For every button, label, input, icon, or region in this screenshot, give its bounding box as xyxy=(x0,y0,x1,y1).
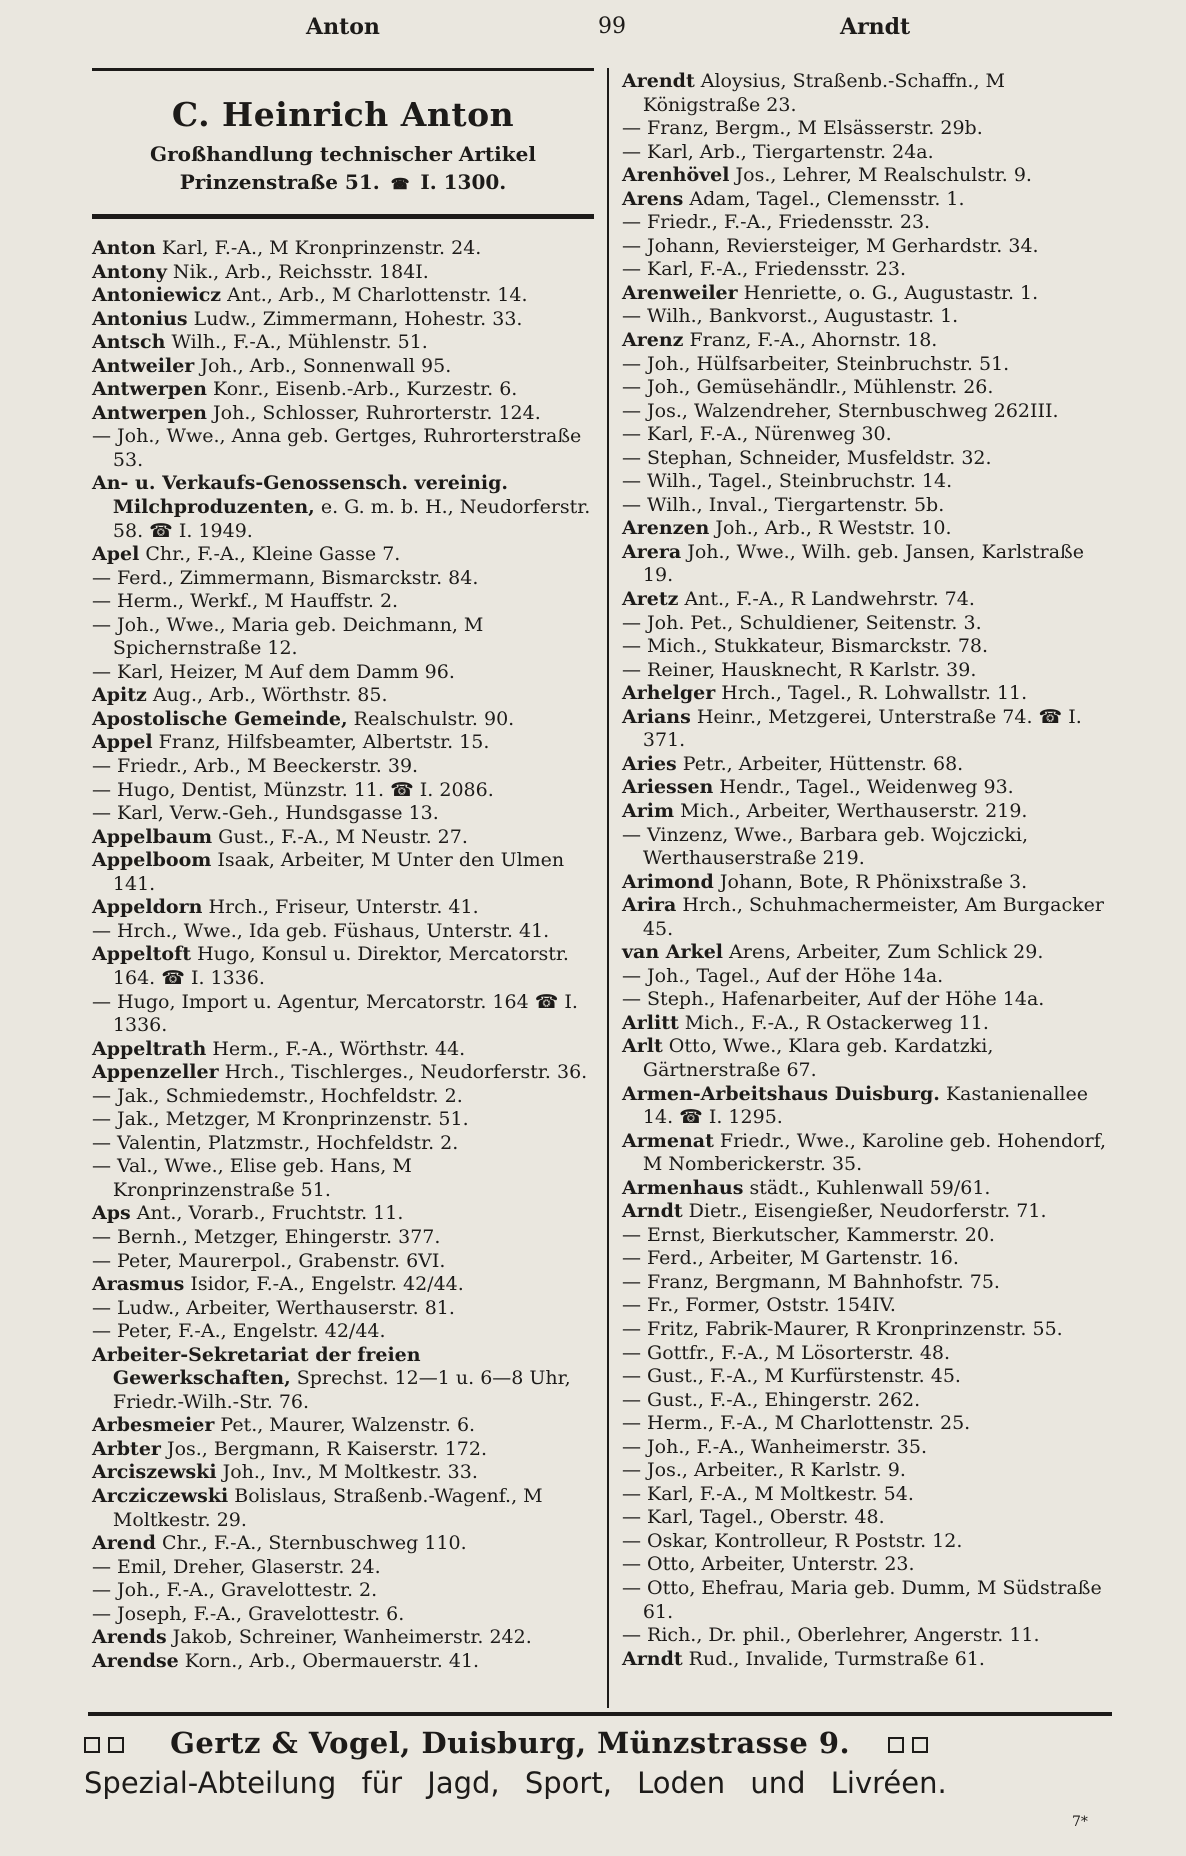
entry-details: Karl, F.-A., M Kronprinzenstr. 24. xyxy=(155,237,482,259)
square-ornament-icon xyxy=(108,1737,124,1753)
entry-details: Henriette, o. G., Augustastr. 1. xyxy=(737,281,1039,304)
entry-surname: Arendt xyxy=(622,70,695,92)
directory-entry xyxy=(622,353,1114,377)
footer-specialty: Spezial-Abteilung für Jagd, Sport, Loden und Livréen. xyxy=(84,1766,947,1800)
entry-surname: Aps xyxy=(92,1202,131,1225)
entry-surname: Arbesmeier xyxy=(92,1414,215,1437)
directory-entry xyxy=(92,425,594,472)
directory-entry xyxy=(92,1297,594,1321)
header-right-name: Arndt xyxy=(840,14,911,40)
footer-advertisement xyxy=(84,1726,1114,1760)
directory-entry xyxy=(622,941,1114,965)
entry-details: Hrch., Friseur, Unterstr. 41. xyxy=(202,896,479,919)
entry-surname: Arimond xyxy=(622,870,714,893)
directory-entry xyxy=(622,400,1114,424)
directory-entry xyxy=(92,1485,594,1532)
directory-entry xyxy=(622,1648,1114,1672)
entry-details: — Emil, Dreher, Glaserstr. 24. xyxy=(92,1555,381,1578)
entry-surname: Arlitt xyxy=(622,1011,679,1034)
page-number: 99 xyxy=(598,14,626,39)
entry-details: Dietr., Eisengießer, Neudorferstr. 71. xyxy=(682,1200,1047,1223)
entry-details: — Otto, Arbeiter, Unterstr. 23. xyxy=(622,1553,915,1576)
entry-surname: Appeltrath xyxy=(92,1037,207,1060)
directory-entry xyxy=(622,305,1114,329)
entry-details: — Jak., Metzger, M Kronprinzenstr. 51. xyxy=(92,1108,469,1131)
directory-entry xyxy=(92,308,594,332)
entry-surname: Arim xyxy=(622,799,675,822)
entry-surname: Arendse xyxy=(92,1649,179,1672)
entry-details: — Oskar, Kontrolleur, R Poststr. 12. xyxy=(622,1529,963,1552)
directory-entry xyxy=(92,378,594,402)
entry-details: Aloysius, Straßenb.-Schaffn., M Königstraße 23. xyxy=(642,70,1006,116)
entry-details: Mich., Arbeiter, Werthauserstr. 219. xyxy=(674,799,1028,822)
directory-entry xyxy=(92,661,594,685)
directory-entry xyxy=(622,211,1114,235)
entry-details: städt., Kuhlenwall 59/61. xyxy=(743,1176,991,1199)
directory-entry xyxy=(92,1273,594,1297)
entry-surname: Arenweiler xyxy=(622,281,738,304)
entry-details: — Karl, F.-A., M Moltkestr. 54. xyxy=(622,1482,914,1505)
entry-details: Petr., Arbeiter, Hüttenstr. 68. xyxy=(676,752,964,775)
entry-surname: Appel xyxy=(92,731,153,754)
directory-entry xyxy=(92,1579,594,1603)
entry-details: Jakob, Schreiner, Wanheimerstr. 242. xyxy=(166,1626,532,1649)
directory-entry xyxy=(622,1012,1114,1036)
directory-entry xyxy=(92,1155,594,1202)
directory-entry xyxy=(622,1318,1114,1342)
entry-details: Joh., Inv., M Moltkestr. 33. xyxy=(216,1461,478,1484)
directory-entry xyxy=(622,965,1114,989)
directory-entry xyxy=(622,1412,1114,1436)
entry-details: — Karl, Verw.-Geh., Hundsgasse 13. xyxy=(92,802,439,825)
directory-entry xyxy=(622,1483,1114,1507)
entry-surname: Appenzeller xyxy=(92,1061,219,1084)
entry-details: — Karl, F.-A., Friedensstr. 23. xyxy=(622,258,906,281)
entry-details: — Jak., Schmiedemstr., Hochfeldstr. 2. xyxy=(92,1084,463,1107)
entry-details: — Karl, Arb., Tiergartenstr. 24a. xyxy=(622,140,934,163)
entry-details: Kastanienallee 14. ☎ I. 1295. xyxy=(642,1082,1088,1129)
entry-details: Aug., Arb., Wörthstr. 85. xyxy=(146,684,388,707)
bottom-ad-rule xyxy=(92,214,594,219)
entry-details: — Rich., Dr. phil., Oberlehrer, Angerstr. 11. xyxy=(622,1624,1040,1647)
entry-details: Realschulstr. 90. xyxy=(347,707,515,730)
entry-surname: Arens xyxy=(622,187,684,210)
entry-details: — Jos., Walzendreher, Sternbuschweg 262III. xyxy=(622,399,1059,422)
directory-entry xyxy=(92,920,594,944)
footer-rule xyxy=(88,1712,1112,1716)
entry-surname: Arhelger xyxy=(622,682,716,705)
entry-details: Franz, F.-A., Ahornstr. 18. xyxy=(683,329,938,352)
directory-entry xyxy=(622,1459,1114,1483)
directory-entry xyxy=(622,871,1114,895)
top-ad-rule xyxy=(92,68,594,71)
directory-entry xyxy=(622,188,1114,212)
entry-details: Rud., Invalide, Turmstraße 61. xyxy=(682,1647,985,1670)
entry-details: Jos., Lehrer, M Realschulstr. 9. xyxy=(729,164,1032,187)
directory-entry xyxy=(92,590,594,614)
entry-details: — Val., Wwe., Elise geb. Hans, M Kronprinzenstraße 51. xyxy=(92,1155,412,1201)
entry-details: — Jos., Arbeiter., R Karlstr. 9. xyxy=(622,1459,906,1482)
entry-details: — Joh. Pet., Schuldiener, Seitenstr. 3. xyxy=(622,611,982,634)
directory-entry xyxy=(92,802,594,826)
ad-street: Prinzenstraße 51. xyxy=(179,170,380,194)
directory-entry xyxy=(92,472,594,543)
directory-entry xyxy=(92,1603,594,1627)
directory-entry xyxy=(622,376,1114,400)
directory-entry xyxy=(622,612,1114,636)
entry-surname: Arasmus xyxy=(92,1273,185,1296)
telephone-icon: ☎ xyxy=(390,175,410,193)
directory-entry xyxy=(92,1108,594,1132)
entry-surname: Apel xyxy=(92,543,140,566)
directory-entry xyxy=(622,1577,1114,1624)
directory-entry xyxy=(92,779,594,803)
directory-entry xyxy=(92,1532,594,1556)
entry-surname: Antonius xyxy=(92,307,188,330)
entry-details: Franz, Hilfsbeamter, Albertstr. 15. xyxy=(152,731,490,754)
entry-details: e. G. m. b. H., Neudorferstr. 58. ☎ I. 1949. xyxy=(112,496,591,542)
directory-entry xyxy=(622,70,1114,117)
directory-entry xyxy=(622,494,1114,518)
directory-entry xyxy=(92,1085,594,1109)
entry-surname: Arbeiter-Sekretariat der freien Gewerkschaften, xyxy=(92,1343,421,1390)
directory-entry xyxy=(92,684,594,708)
entry-surname: Arira xyxy=(622,894,677,917)
directory-entry xyxy=(622,235,1114,259)
entry-surname: Arcziczewski xyxy=(92,1484,229,1507)
entry-details: — Joh., Tagel., Auf der Höhe 14a. xyxy=(622,964,944,987)
entry-details: — Hugo, Dentist, Münzstr. 11. ☎ I. 2086. xyxy=(92,778,494,801)
entry-details: — Reiner, Hausknecht, R Karlstr. 39. xyxy=(622,658,977,681)
entry-details: — Gottfr., F.-A., M Lösorterstr. 48. xyxy=(622,1341,951,1364)
directory-entry xyxy=(622,1224,1114,1248)
entry-details: — Stephan, Schneider, Musfeldstr. 32. xyxy=(622,446,992,469)
directory-entry xyxy=(92,1226,594,1250)
directory-entry xyxy=(92,1438,594,1462)
entry-surname: Arbter xyxy=(92,1437,161,1460)
entry-surname: Arians xyxy=(622,705,691,728)
entry-details: — Friedr., Arb., M Beeckerstr. 39. xyxy=(92,755,419,778)
directory-entry xyxy=(622,706,1114,753)
entry-surname: Antsch xyxy=(92,331,166,354)
directory-entry xyxy=(622,588,1114,612)
entry-details: Jos., Bergmann, R Kaiserstr. 172. xyxy=(160,1437,488,1460)
directory-entry xyxy=(622,824,1114,871)
entry-surname: Arciszewski xyxy=(92,1461,217,1484)
directory-entry xyxy=(92,331,594,355)
directory-entry xyxy=(622,470,1114,494)
directory-entry xyxy=(92,1202,594,1226)
directory-entry xyxy=(622,1200,1114,1224)
entry-details: — Karl, F.-A., Nürenweg 30. xyxy=(622,423,892,446)
entry-details: — Hugo, Import u. Agentur, Mercatorstr. 164 ☎ I. 1336. xyxy=(92,990,578,1037)
entry-surname: Apostolische Gemeinde, xyxy=(92,707,348,730)
square-ornament-icon xyxy=(888,1737,904,1753)
directory-entry xyxy=(622,517,1114,541)
directory-entry xyxy=(622,1035,1114,1082)
entry-details: — Ferd., Arbeiter, M Gartenstr. 16. xyxy=(622,1247,959,1270)
entry-details: Arens, Arbeiter, Zum Schlick 29. xyxy=(723,941,1044,964)
directory-entry xyxy=(622,1342,1114,1366)
directory-entry xyxy=(92,1061,594,1085)
directory-entry xyxy=(92,1414,594,1438)
entry-details: Hrch., Tagel., R. Lohwallstr. 11. xyxy=(715,682,1028,705)
entry-details: Chr., F.-A., Sternbuschweg 110. xyxy=(155,1532,467,1555)
header-left-name: Anton xyxy=(306,14,380,40)
directory-entry xyxy=(92,1132,594,1156)
entry-details: — Hrch., Wwe., Ida geb. Füshaus, Unterstr. 41. xyxy=(92,919,550,942)
directory-entry xyxy=(622,423,1114,447)
entry-surname: Antony xyxy=(92,260,167,283)
entry-surname: Arenhövel xyxy=(622,164,730,187)
directory-entry xyxy=(622,753,1114,777)
entry-details: Nik., Arb., Reichsstr. 184I. xyxy=(166,260,429,283)
entry-details: — Wilh., Inval., Tiergartenstr. 5b. xyxy=(622,493,945,516)
entry-details: Ant., F.-A., R Landwehrstr. 74. xyxy=(678,588,975,611)
directory-entry xyxy=(622,164,1114,188)
directory-entry xyxy=(622,1130,1114,1177)
entry-details: Adam, Tagel., Clemensstr. 1. xyxy=(683,187,965,210)
entry-surname: Arndt xyxy=(622,1647,683,1670)
entry-surname: Antoniewicz xyxy=(92,284,222,307)
entry-details: Isaak, Arbeiter, M Unter den Ulmen 141. xyxy=(112,849,565,895)
directory-entry xyxy=(92,237,594,261)
entry-details: Ant., Arb., M Charlottenstr. 14. xyxy=(221,284,528,307)
entry-surname: Arenzen xyxy=(622,517,710,540)
directory-entry xyxy=(622,776,1114,800)
entry-details: — Joh., Wwe., Maria geb. Deichmann, M Spichernstraße 12. xyxy=(92,613,484,660)
directory-entry xyxy=(92,731,594,755)
entry-surname: Appelboom xyxy=(92,849,212,872)
entry-surname: Arera xyxy=(622,540,682,563)
entry-details: — Karl, Heizer, M Auf dem Damm 96. xyxy=(92,660,455,683)
directory-entry xyxy=(92,355,594,379)
entry-details: — Steph., Hafenarbeiter, Auf der Höhe 14a. xyxy=(622,988,1045,1011)
directory-entry xyxy=(92,991,594,1038)
directory-entry xyxy=(622,447,1114,471)
entry-surname: van Arkel xyxy=(622,941,724,964)
entry-surname: Ariessen xyxy=(622,776,714,799)
square-ornament-icon xyxy=(912,1737,928,1753)
directory-entry xyxy=(622,117,1114,141)
directory-entry xyxy=(92,1320,594,1344)
entry-surname: Appelbaum xyxy=(92,825,213,848)
directory-entry xyxy=(92,1650,594,1674)
footer-company: Gertz & Vogel, Duisburg, Münzstrasse 9. xyxy=(170,1726,851,1760)
entry-surname: Arends xyxy=(92,1626,167,1649)
directory-entry xyxy=(622,1624,1114,1648)
directory-entry xyxy=(92,1038,594,1062)
entry-details: — Herm., F.-A., M Charlottenstr. 25. xyxy=(622,1412,971,1435)
left-directory-column xyxy=(92,237,594,1673)
directory-entry xyxy=(92,755,594,779)
directory-entry xyxy=(622,800,1114,824)
entry-surname: Armenat xyxy=(622,1129,714,1152)
entry-details: — Ernst, Bierkutscher, Kammerstr. 20. xyxy=(622,1223,995,1246)
square-ornament-icon xyxy=(84,1737,100,1753)
entry-details: Korn., Arb., Obermauerstr. 41. xyxy=(178,1649,480,1672)
entry-details: Chr., F.-A., Kleine Gasse 7. xyxy=(139,543,401,566)
directory-entry xyxy=(622,659,1114,683)
entry-surname: Appeldorn xyxy=(92,896,203,919)
entry-surname: Antwerpen xyxy=(92,378,207,401)
entry-details: Gust., F.-A., M Neustr. 27. xyxy=(212,825,468,848)
entry-details: — Franz, Bergmann, M Bahnhofstr. 75. xyxy=(622,1270,1000,1293)
directory-entry xyxy=(92,543,594,567)
directory-entry xyxy=(622,1365,1114,1389)
entry-details: — Friedr., F.-A., Friedensstr. 23. xyxy=(622,211,931,234)
directory-entry xyxy=(92,614,594,661)
entry-details: — Fritz, Fabrik-Maurer, R Kronprinzenstr. 55. xyxy=(622,1317,1063,1340)
entry-details: Joh., Arb., Sonnenwall 95. xyxy=(194,354,452,377)
directory-entry xyxy=(622,329,1114,353)
entry-details: — Otto, Ehefrau, Maria geb. Dumm, M Südstraße 61. xyxy=(622,1577,1102,1623)
entry-details: Bolislaus, Straßenb.-Wagenf., M Moltkestr. 29. xyxy=(112,1484,543,1531)
entry-details: — Gust., F.-A., Ehingerstr. 262. xyxy=(622,1388,921,1411)
directory-entry xyxy=(92,943,594,990)
directory-entry xyxy=(92,1344,594,1415)
directory-entry xyxy=(622,258,1114,282)
entry-details: — Peter, Maurerpol., Grabenstr. 6VI. xyxy=(92,1249,446,1272)
entry-details: — Wilh., Bankvorst., Augustastr. 1. xyxy=(622,305,959,328)
entry-details: — Bernh., Metzger, Ehingerstr. 377. xyxy=(92,1225,441,1248)
page-signature-mark: 7* xyxy=(1072,1814,1088,1830)
directory-entry xyxy=(622,1389,1114,1413)
directory-entry xyxy=(622,635,1114,659)
entry-details: — Joh., Gemüsehändlr., Mühlenstr. 26. xyxy=(622,376,994,399)
entry-surname: An- u. Verkaufs-Genossensch. vereinig. Milchproduzenten, xyxy=(92,472,509,519)
directory-entry xyxy=(92,261,594,285)
entry-details: — Joh., F.-A., Wanheimerstr. 35. xyxy=(622,1435,927,1458)
entry-surname: Anton xyxy=(92,237,156,259)
directory-entry xyxy=(622,141,1114,165)
anton-advertisement xyxy=(92,95,594,198)
directory-entry xyxy=(92,708,594,732)
entry-details: Hrch., Schuhmachermeister, Am Burgacker 45. xyxy=(642,894,1104,940)
entry-details: Friedr., Wwe., Karoline geb. Hohendorf, M Nomberickerstr. 35. xyxy=(642,1129,1107,1176)
entry-details: — Valentin, Platzmstr., Hochfeldstr. 2. xyxy=(92,1131,459,1154)
directory-entry xyxy=(622,1553,1114,1577)
entry-details: Joh., Schlosser, Ruhrorterstr. 124. xyxy=(206,401,541,424)
entry-details: — Fr., Former, Oststr. 154IV. xyxy=(622,1294,896,1317)
directory-entry xyxy=(92,402,594,426)
entry-details: Hugo, Konsul u. Direktor, Mercatorstr. 164. ☎ I. 1336. xyxy=(112,943,569,989)
directory-entry xyxy=(622,1271,1114,1295)
entry-details: Joh., Wwe., Wilh. geb. Jansen, Karlstraße 19. xyxy=(642,540,1084,587)
directory-entry xyxy=(92,1461,594,1485)
entry-surname: Apitz xyxy=(92,684,147,707)
entry-details: — Karl, Tagel., Oberstr. 48. xyxy=(622,1506,885,1529)
entry-details: Hrch., Tischlerges., Neudorferstr. 36. xyxy=(218,1061,588,1084)
entry-details: — Herm., Werkf., M Hauffstr. 2. xyxy=(92,590,399,613)
entry-surname: Arlt xyxy=(622,1035,663,1058)
directory-entry xyxy=(622,1247,1114,1271)
entry-surname: Arndt xyxy=(622,1200,683,1223)
directory-entry xyxy=(622,682,1114,706)
directory-entry xyxy=(92,1626,594,1650)
entry-details: — Joseph, F.-A., Gravelottestr. 6. xyxy=(92,1602,405,1625)
entry-details: — Gust., F.-A., M Kurfürstenstr. 45. xyxy=(622,1365,961,1388)
column-divider xyxy=(607,68,609,1708)
directory-entry xyxy=(622,1294,1114,1318)
directory-entry xyxy=(622,541,1114,588)
entry-details: — Joh., Hülfsarbeiter, Steinbruchstr. 51. xyxy=(622,352,1010,375)
entry-details: Isidor, F.-A., Engelstr. 42/44. xyxy=(184,1273,464,1296)
entry-details: — Franz, Bergm., M Elsässerstr. 29b. xyxy=(622,117,983,140)
directory-entry xyxy=(92,849,594,896)
entry-details: — Mich., Stukkateur, Bismarckstr. 78. xyxy=(622,635,989,658)
directory-entry xyxy=(622,988,1114,1012)
entry-details: — Johann, Reviersteiger, M Gerhardstr. 34. xyxy=(622,234,1039,257)
directory-entry xyxy=(92,567,594,591)
entry-details: Pet., Maurer, Walzenstr. 6. xyxy=(214,1414,476,1437)
entry-details: Heinr., Metzgerei, Unterstraße 74. ☎ I. 371. xyxy=(642,705,1082,752)
entry-surname: Appeltoft xyxy=(92,943,192,966)
entry-details: Herm., F.-A., Wörthstr. 44. xyxy=(206,1037,466,1060)
entry-details: Sprechst. 12—1 u. 6—8 Uhr, Friedr.-Wilh.-Str. 76. xyxy=(112,1367,571,1413)
entry-details: Johann, Bote, R Phönixstraße 3. xyxy=(713,870,1028,893)
directory-entry xyxy=(92,896,594,920)
entry-details: — Ferd., Zimmermann, Bismarckstr. 84. xyxy=(92,566,479,589)
directory-entry xyxy=(622,894,1114,941)
directory-entry xyxy=(92,1250,594,1274)
entry-details: Otto, Wwe., Klara geb. Kardatzki, Gärtnerstraße 67. xyxy=(642,1035,994,1081)
directory-entry xyxy=(92,1556,594,1580)
entry-details: — Peter, F.-A., Engelstr. 42/44. xyxy=(92,1320,386,1343)
entry-surname: Arenz xyxy=(622,329,684,352)
entry-details: — Wilh., Tagel., Steinbruchstr. 14. xyxy=(622,470,953,493)
entry-details: — Joh., Wwe., Anna geb. Gertges, Ruhrorterstraße 53. xyxy=(92,425,582,471)
entry-surname: Aries xyxy=(622,752,677,775)
entry-details: — Joh., F.-A., Gravelottestr. 2. xyxy=(92,1579,378,1602)
right-directory-column xyxy=(622,70,1114,1671)
entry-surname: Antweiler xyxy=(92,354,195,377)
directory-entry xyxy=(92,826,594,850)
directory-entry xyxy=(622,1436,1114,1460)
directory-entry xyxy=(622,282,1114,306)
ad-phone: I. 1300. xyxy=(420,170,507,194)
entry-surname: Aretz xyxy=(622,588,679,611)
entry-details: Ant., Vorarb., Fruchtstr. 11. xyxy=(130,1202,404,1225)
directory-entry xyxy=(622,1177,1114,1201)
entry-details: Joh., Arb., R Weststr. 10. xyxy=(709,517,952,540)
entry-surname: Armen-Arbeitshaus Duisburg. xyxy=(622,1082,940,1105)
entry-details: Ludw., Zimmermann, Hohestr. 33. xyxy=(187,307,523,330)
ad-company-name: C. Heinrich Anton xyxy=(171,95,515,134)
entry-details: Hendr., Tagel., Weidenweg 93. xyxy=(713,776,1014,799)
entry-details: Mich., F.-A., R Ostackerweg 11. xyxy=(678,1011,989,1034)
entry-surname: Antwerpen xyxy=(92,401,207,424)
entry-surname: Armenhaus xyxy=(622,1176,744,1199)
directory-entry xyxy=(92,284,594,308)
directory-entry xyxy=(622,1530,1114,1554)
ad-description: Großhandlung technischer Artikel xyxy=(150,142,536,166)
entry-details: Wilh., F.-A., Mühlenstr. 51. xyxy=(165,331,428,354)
entry-surname: Arend xyxy=(92,1532,156,1555)
ad-contact-line xyxy=(92,168,594,198)
entry-details: — Ludw., Arbeiter, Werthauserstr. 81. xyxy=(92,1296,455,1319)
directory-entry xyxy=(622,1083,1114,1130)
entry-details: Konr., Eisenb.-Arb., Kurzestr. 6. xyxy=(206,378,518,401)
entry-details: — Vinzenz, Wwe., Barbara geb. Wojczicki, Werthauserstraße 219. xyxy=(622,823,1029,870)
directory-entry xyxy=(622,1506,1114,1530)
